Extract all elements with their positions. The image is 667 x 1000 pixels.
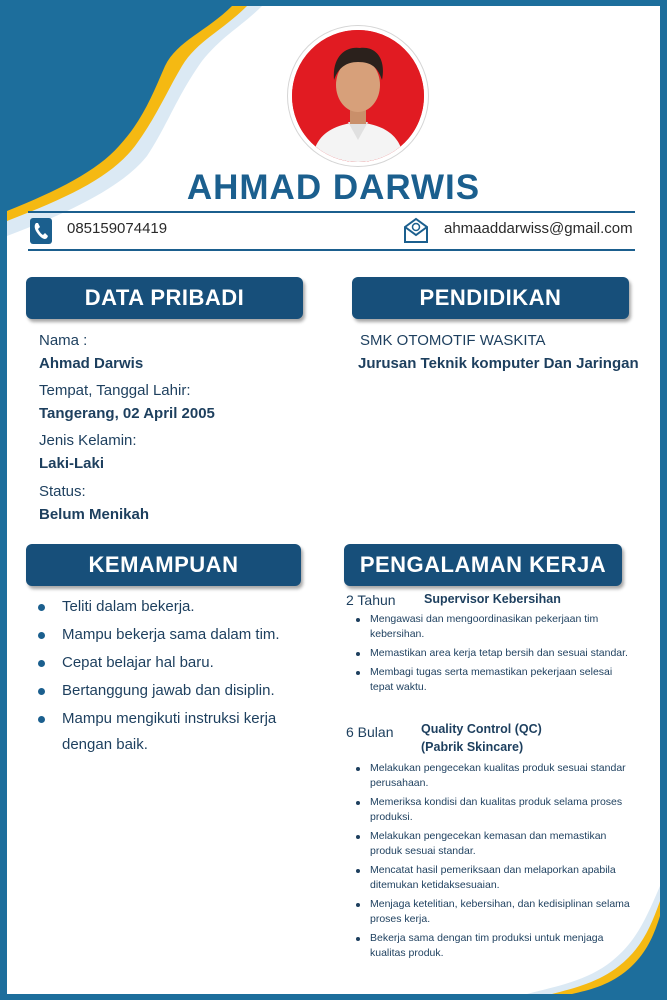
skill-item: Teliti dalam bekerja. bbox=[36, 594, 316, 620]
phone-number: 085159074419 bbox=[67, 220, 168, 237]
job-point: Menjaga ketelitian, kebersihan, dan kedisiplinan selama proses kerja. bbox=[346, 897, 636, 927]
skill-item: Mampu bekerja sama dalam tim. bbox=[36, 622, 316, 648]
job-role-detail: (Pabrik Skincare) bbox=[421, 740, 524, 754]
bullet-icon bbox=[356, 618, 360, 622]
nama-label: Nama : bbox=[39, 332, 88, 349]
ttl-value: Tangerang, 02 April 2005 bbox=[39, 405, 215, 422]
skill-item: Mampu mengikuti instruksi kerja dengan baik. bbox=[36, 706, 292, 758]
bullet-icon bbox=[356, 652, 360, 656]
bullet-icon bbox=[356, 671, 360, 675]
email-icon bbox=[403, 216, 429, 244]
jenis-kelamin-value: Laki-Laki bbox=[39, 455, 105, 472]
job-role: Quality Control (QC) bbox=[421, 722, 542, 736]
bullet-icon bbox=[356, 903, 360, 907]
job-point: Melakukan pengecekan kualitas produk sesuai standar perusahaan. bbox=[346, 761, 636, 791]
job-point: Bekerja sama dengan tim produksi untuk menjaga kualitas produk. bbox=[346, 931, 636, 961]
bullet-icon bbox=[356, 869, 360, 873]
bullet-icon bbox=[38, 632, 45, 639]
email-address: ahmaaddarwiss@gmail.com bbox=[444, 220, 633, 237]
status-value: Belum Menikah bbox=[39, 506, 150, 523]
bullet-icon bbox=[356, 767, 360, 771]
job-duration: 6 Bulan bbox=[346, 724, 394, 740]
status-label: Status: bbox=[39, 483, 86, 500]
skill-item: Bertanggung jawab dan disiplin. bbox=[36, 678, 316, 704]
job-duration: 2 Tahun bbox=[346, 592, 396, 608]
job-points bbox=[346, 761, 636, 965]
bullet-icon bbox=[356, 835, 360, 839]
skills-list bbox=[36, 594, 316, 760]
nama-value: Ahmad Darwis bbox=[39, 355, 144, 372]
job-role: Supervisor Kebersihan bbox=[424, 592, 561, 606]
person-name: AHMAD DARWIS bbox=[186, 168, 481, 207]
bullet-icon bbox=[38, 716, 45, 723]
phone-icon bbox=[30, 218, 52, 244]
person-avatar-icon bbox=[292, 30, 424, 162]
bullet-icon bbox=[356, 801, 360, 805]
job-point: Memeriksa kondisi dan kualitas produk selama proses produksi. bbox=[346, 795, 636, 825]
skill-item: Cepat belajar hal baru. bbox=[36, 650, 316, 676]
section-header-kemampuan: KEMAMPUAN bbox=[26, 544, 301, 586]
job-point: Memastikan area kerja tetap bersih dan sesuai standar. bbox=[346, 646, 636, 661]
jenis-kelamin-label: Jenis Kelamin: bbox=[39, 432, 137, 449]
bullet-icon bbox=[356, 937, 360, 941]
job-point: Mengawasi dan mengoordinasikan pekerjaan tim kebersihan. bbox=[346, 612, 636, 642]
school-major: Jurusan Teknik komputer Dan Jaringan bbox=[358, 355, 639, 372]
profile-photo bbox=[288, 26, 428, 166]
section-header-pengalaman-kerja: PENGALAMAN KERJA bbox=[344, 544, 622, 586]
job-point: Melakukan pengecekan kemasan dan memastikan produk sesuai standar. bbox=[346, 829, 636, 859]
school-name: SMK OTOMOTIF WASKITA bbox=[360, 332, 546, 349]
divider-bottom bbox=[28, 249, 635, 251]
section-header-pendidikan: PENDIDIKAN bbox=[352, 277, 629, 319]
bullet-icon bbox=[38, 688, 45, 695]
bullet-icon bbox=[38, 604, 45, 611]
job-point: Membagi tugas serta memastikan pekerjaan selesai tepat waktu. bbox=[346, 665, 636, 695]
job-point: Mencatat hasil pemeriksaan dan melaporkan apabila ditemukan ketidaksesuaian. bbox=[346, 863, 636, 893]
divider-top bbox=[28, 211, 635, 213]
job-points bbox=[346, 612, 636, 699]
bullet-icon bbox=[38, 660, 45, 667]
ttl-label: Tempat, Tanggal Lahir: bbox=[39, 382, 191, 399]
section-header-data-pribadi: DATA PRIBADI bbox=[26, 277, 303, 319]
